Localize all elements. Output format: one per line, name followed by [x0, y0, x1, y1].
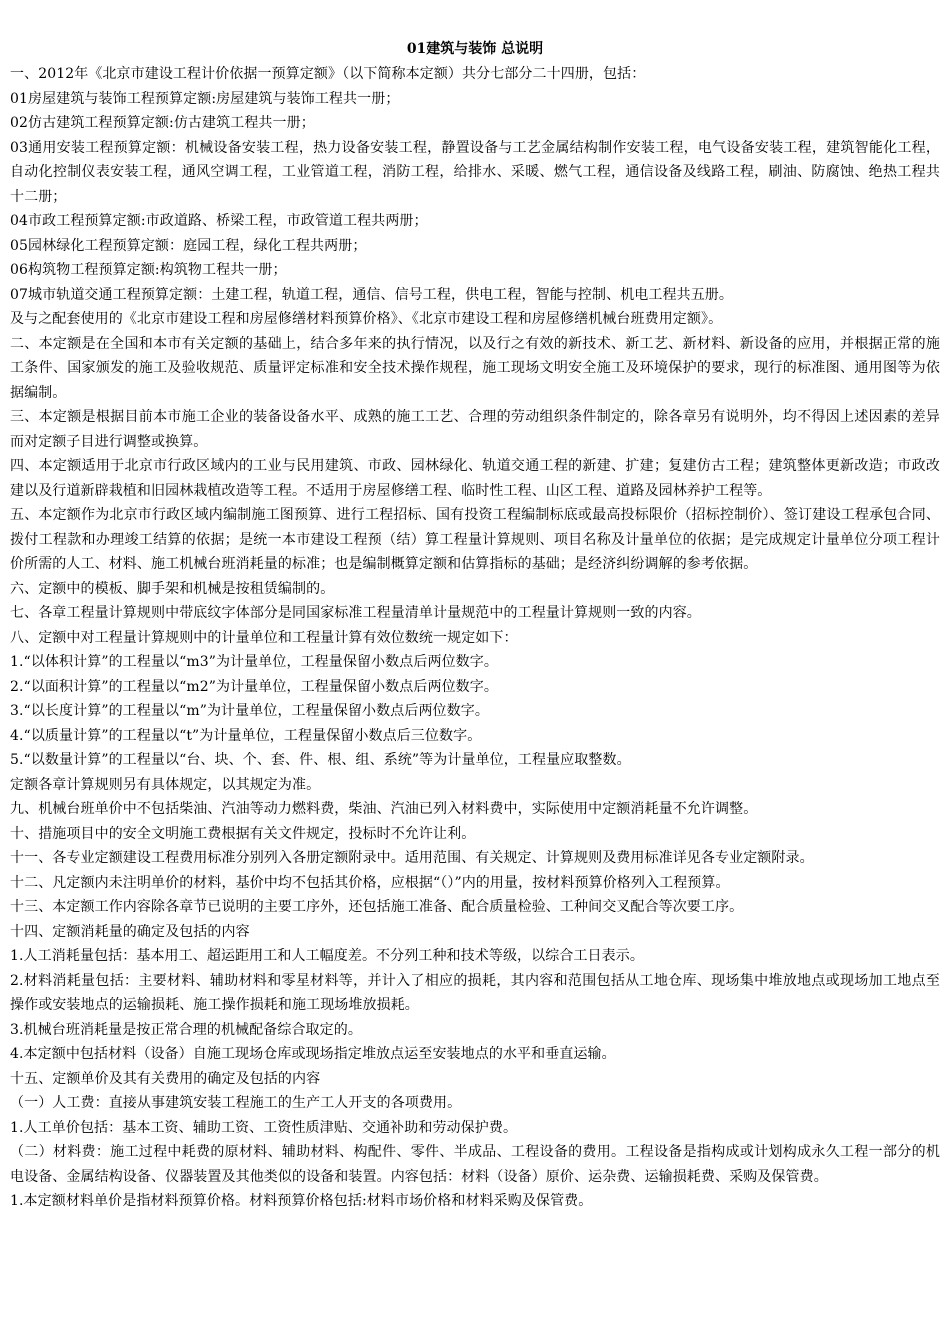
paragraph: 十一、各专业定额建设工程费用标准分别列入各册定额附录中。适用范围、有关规定、计算规则及费用标准详见各专业定额附录。: [10, 850, 814, 866]
paragraph: 07城市轨道交通工程预算定额：土建工程，轨道工程，通信、信号工程，供电工程，智能与控制、机电工程共五册。: [10, 286, 734, 303]
paragraph: 四、本定额适用于北京市行政区域内的工业与民用建筑、市政、园林绿化、轨道交通工程的新建、扩建；复建仿古工程；建筑整体更新改造；市政改建以及行道新辟栽植和旧园林栽植改造等工程。不适用于房屋修缮工程、临时性工程、山区工程、道路及园林养护工程等。: [10, 458, 940, 499]
paragraph: 01房屋建筑与装饰工程预算定额:房屋建筑与装饰工程共一册；: [10, 90, 400, 107]
paragraph: 五、本定额作为北京市行政区域内编制施工图预算、进行工程招标、国有投资工程编制标底或最高投标限价（招标控制价）、签订建设工程承包合同、拨付工程款和办理竣工结算的依据；是统一本市建设工程预（结）算工程量计算规则、项目名称及计量单位的依据；是完成规定计量单位分项工程计价所需的人工、材料、施工机械台班消耗量的标准；也是编制概算定额和估算指标的基础；是经济纠纷调解的参考依据。: [10, 507, 940, 572]
paragraph: 定额各章计算规则另有具体规定，以其规定为准。: [10, 776, 321, 793]
paragraph: 二、本定额是在全国和本市有关定额的基础上，结合多年来的执行情况，以及行之有效的新技术、新工艺、新材料、新设备的应用，并根据正常的施工条件、国家颁发的施工及验收规范、质量评定标准和安全技术操作规程，施工现场文明安全施工及环境保护的要求，现行的标准图、通用图等为依据编制。: [10, 335, 940, 401]
paragraph: 六、定额中的模板、脚手架和机械是按租赁编制的。: [10, 580, 335, 597]
paragraph: 02仿古建筑工程预算定额:仿古建筑工程共一册；: [10, 115, 315, 131]
paragraph: 1.人工消耗量包括：基本用工、超运距用工和人工幅度差。不分列工种和技术等级，以综合工日表示。: [10, 948, 644, 964]
paragraph: 1.“以体积计算”的工程量以“m3”为计量单位，工程量保留小数点后两位数字。: [10, 654, 498, 670]
document-body: [10, 62, 940, 1214]
paragraph: 八、定额中对工程量计算规则中的计量单位和工程量计算有效位数统一规定如下：: [10, 629, 518, 646]
paragraph: 3.“以长度计算”的工程量以“m”为计量单位，工程量保留小数点后两位数字。: [10, 703, 489, 719]
paragraph: 2.材料消耗量包括：主要材料、辅助材料和零星材料等，并计入了相应的损耗，其内容和范围包括从工地仓库、现场集中堆放地点或现场加工地点至操作或安装地点的运输损耗、施工操作损耗和施工现场堆放损耗。: [10, 972, 940, 1013]
document-title: 01建筑与装饰 总说明: [406, 41, 544, 57]
paragraph: （一）人工费：直接从事建筑安装工程施工的生产工人开支的各项费用。: [10, 1095, 462, 1111]
paragraph: （二）材料费：施工过程中耗费的原材料、辅助材料、构配件、零件、半成品、工程设备的费用。工程设备是指构成或计划构成永久工程一部分的机电设备、金属结构设备、仪器装置及其他类似的设备和装置。内容包括：材料（设备）原价、运杂费、运输损耗费、采购及保管费。: [10, 1144, 940, 1185]
paragraph: 十四、定额消耗量的确定及包括的内容: [10, 923, 250, 940]
paragraph: 十三、本定额工作内容除各章节已说明的主要工序外，还包括施工准备、配合质量检验、工种间交叉配合等次要工序。: [10, 899, 744, 915]
paragraph: 05园林绿化工程预算定额：庭园工程，绿化工程共两册；: [10, 237, 367, 254]
paragraph: 十二、凡定额内未注明单价的材料，基价中均不包括其价格，应根据“（）”内的用量，按材料预算价格列入工程预算。: [10, 874, 730, 891]
paragraph: 4.“以质量计算”的工程量以“t”为计量单位，工程量保留小数点后三位数字。: [10, 727, 482, 744]
paragraph: 九、机械台班单价中不包括柴油、汽油等动力燃料费，柴油、汽油已列入材料费中，实际使用中定额消耗量不允许调整。: [10, 801, 758, 817]
paragraph: 03通用安装工程预算定额：机械设备安装工程，热力设备安装工程，静置设备与工艺金属结构制作安装工程，电气设备安装工程，建筑智能化工程，自动化控制仪表安装工程，通风空调工程，工业管道工程，消防工程，给排水、采暖、燃气工程，通信设备及线路工程，刷油、防腐蚀、绝热工程共十二册；: [10, 139, 940, 205]
paragraph: 十五、定额单价及其有关费用的确定及包括的内容: [10, 1070, 321, 1087]
paragraph: 三、本定额是根据目前本市施工企业的装备设备水平、成熟的施工工艺、合理的劳动组织条件制定的，除各章另有说明外，均不得因上述因素的差异而对定额子目进行调整或换算。: [10, 409, 940, 450]
paragraph: 5.“以数量计算”的工程量以“台、块、个、套、件、根、组、系统”等为计量单位，工程量应取整数。: [10, 752, 631, 768]
paragraph: 七、各章工程量计算规则中带底纹字体部分是同国家标准工程量清单计量规范中的工程量计算规则一致的内容。: [10, 605, 701, 621]
paragraph: 及与之配套使用的《北京市建设工程和房屋修缮材料预算价格》、《北京市建设工程和房屋修缮机械台班费用定额》。: [10, 311, 723, 327]
paragraph: 4.本定额中包括材料（设备）自施工现场仓库或现场指定堆放点运至安装地点的水平和垂直运输。: [10, 1046, 616, 1062]
paragraph: 1.本定额材料单价是指材料预算价格。材料预算价格包括:材料市场价格和材料采购及保管费。: [10, 1193, 593, 1209]
paragraph: 3.机械台班消耗量是按正常合理的机械配备综合取定的。: [10, 1021, 362, 1038]
paragraph: 2.“以面积计算”的工程量以“m2”为计量单位，工程量保留小数点后两位数字。: [10, 678, 498, 695]
paragraph: 06构筑物工程预算定额:构筑物工程共一册；: [10, 262, 287, 278]
paragraph: 1.人工单价包括：基本工资、辅助工资、工资性质津贴、交通补助和劳动保护费。: [10, 1119, 518, 1136]
paragraph: 一、2012年《北京市建设工程计价依据一预算定额》（以下简称本定额）共分七部分二十四册，包括：: [10, 66, 646, 82]
paragraph: 十、措施项目中的安全文明施工费根据有关文件规定，投标时不允许让利。: [10, 825, 476, 842]
paragraph: 04市政工程预算定额:市政道路、桥梁工程，市政管道工程共两册；: [10, 213, 428, 229]
